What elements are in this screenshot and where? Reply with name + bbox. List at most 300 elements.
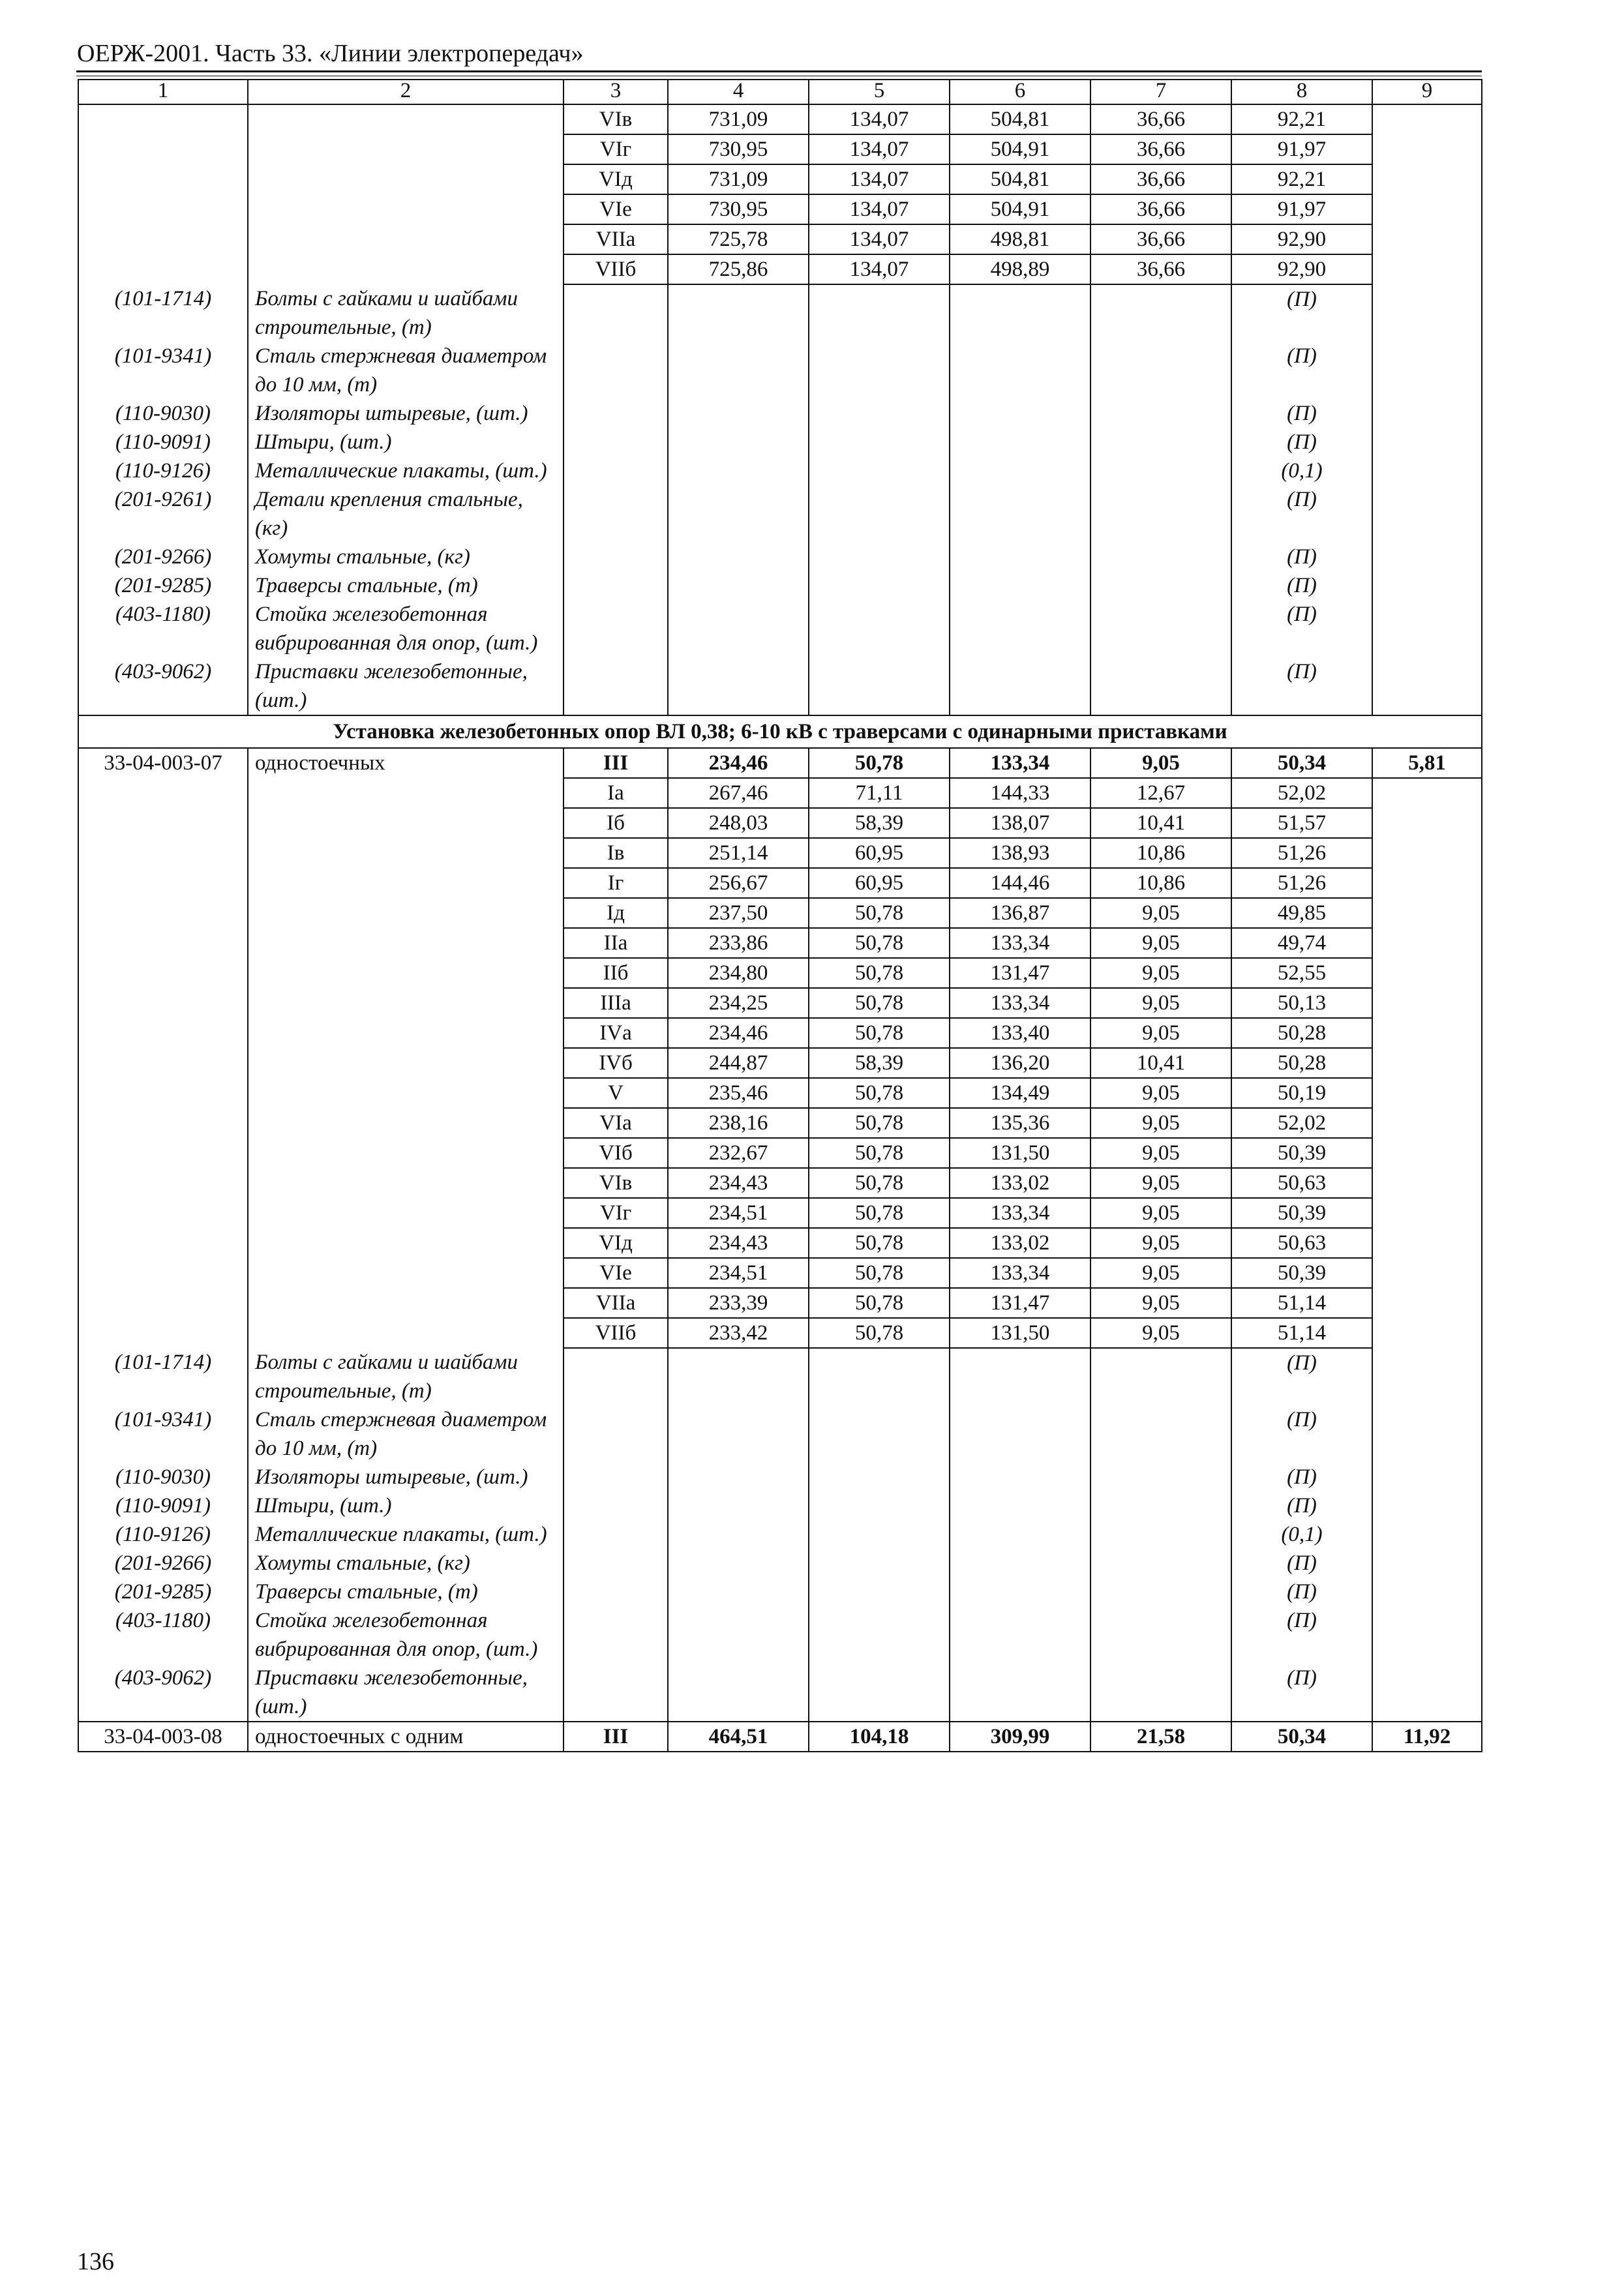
value-c4: 725,86 (668, 254, 809, 284)
empty-cell (1372, 543, 1482, 571)
value-c8: 50,28 (1231, 1048, 1372, 1078)
empty-cell (809, 543, 950, 571)
value-c3: VIе (564, 1258, 668, 1288)
empty-cell (1372, 1198, 1482, 1228)
material-value: (П) (1231, 342, 1372, 399)
material-name: Штыри, (шт.) (248, 428, 564, 456)
value-c7: 9,05 (1090, 988, 1231, 1018)
value-c6: 136,20 (950, 1048, 1090, 1078)
material-row (78, 1664, 1482, 1722)
material-code: (110-9126) (78, 456, 248, 485)
empty-cell (1090, 1463, 1231, 1491)
empty-cell (950, 399, 1090, 428)
material-code: (101-1714) (78, 1348, 248, 1405)
empty-cell (1372, 456, 1482, 485)
empty-cell (809, 1549, 950, 1578)
empty-cell (1372, 1520, 1482, 1549)
value-c3: VIIб (564, 254, 668, 284)
value-c8: 52,02 (1231, 1108, 1372, 1138)
empty-cell (1372, 1348, 1482, 1405)
empty-cell (1090, 1549, 1231, 1578)
material-code: (403-9062) (78, 1664, 248, 1722)
value-c6: 504,91 (950, 194, 1090, 224)
value-c8: 50,13 (1231, 988, 1372, 1018)
empty-cell (950, 1549, 1090, 1578)
empty-cell (950, 543, 1090, 571)
empty-cell (1372, 808, 1482, 838)
column-header-4: 4 (668, 80, 809, 104)
item-name: одностоечных (248, 748, 564, 1348)
empty-cell (809, 1606, 950, 1664)
value-c7: 9,05 (1090, 1078, 1231, 1108)
empty-cell (1372, 1606, 1482, 1664)
value-c4: 234,46 (668, 1018, 809, 1048)
value-c3: Iд (564, 898, 668, 928)
material-value: (0,1) (1231, 1520, 1372, 1549)
column-header-9: 9 (1372, 80, 1482, 104)
material-name: Металлические плакаты, (шт.) (248, 1520, 564, 1549)
value-c4: 234,43 (668, 1228, 809, 1258)
value-c4: 233,86 (668, 928, 809, 958)
value-c5: 50,78 (809, 1138, 950, 1168)
value-c7: 9,05 (1090, 958, 1231, 988)
empty-cell (950, 284, 1090, 342)
empty-cell (1372, 958, 1482, 988)
empty-cell (1372, 399, 1482, 428)
value-c8: 50,19 (1231, 1078, 1372, 1108)
value-c3: III (564, 1722, 668, 1752)
value-c7: 9,05 (1090, 1288, 1231, 1318)
value-c4: 238,16 (668, 1108, 809, 1138)
material-name: Болты с гайками и шайбами строительные, (т) (248, 1348, 564, 1405)
empty-cell (668, 1520, 809, 1549)
material-value: (П) (1231, 1491, 1372, 1520)
material-name: Хомуты стальные, (кг) (248, 1549, 564, 1578)
empty-cell (1372, 1168, 1482, 1198)
value-c6: 138,93 (950, 838, 1090, 868)
value-c6: 134,49 (950, 1078, 1090, 1108)
value-c8: 92,90 (1231, 254, 1372, 284)
empty-cell (1090, 1606, 1231, 1664)
empty-cell (950, 657, 1090, 715)
empty-cell (564, 1520, 668, 1549)
value-c4: 256,67 (668, 868, 809, 898)
material-row (78, 399, 1482, 428)
material-value: (П) (1231, 1549, 1372, 1578)
material-row (78, 600, 1482, 657)
value-c4: 464,51 (668, 1722, 809, 1752)
value-c6: 131,47 (950, 1288, 1090, 1318)
value-c4: 234,25 (668, 988, 809, 1018)
value-c7: 9,05 (1090, 1138, 1231, 1168)
value-c3: IVа (564, 1018, 668, 1048)
value-c4: 234,80 (668, 958, 809, 988)
material-row (78, 1405, 1482, 1463)
material-name: Сталь стержневая диаметром до 10 мм, (т) (248, 342, 564, 399)
empty-cell (1372, 1549, 1482, 1578)
section-title-row (78, 715, 1482, 748)
material-name: Хомуты стальные, (кг) (248, 543, 564, 571)
empty-cell (809, 1463, 950, 1491)
empty-cell (564, 1348, 668, 1405)
empty-cell (668, 1664, 809, 1722)
empty-cell (950, 1606, 1090, 1664)
value-c4: 233,39 (668, 1288, 809, 1318)
value-c7: 9,05 (1090, 928, 1231, 958)
value-c5: 50,78 (809, 1318, 950, 1348)
value-c7: 9,05 (1090, 1258, 1231, 1288)
value-c7: 36,66 (1090, 254, 1231, 284)
material-name: Приставки железобетонные, (шт.) (248, 1664, 564, 1722)
empty-cell (1090, 571, 1231, 600)
empty-cell (1372, 868, 1482, 898)
empty-cell (1090, 399, 1231, 428)
value-c6: 135,36 (950, 1108, 1090, 1138)
empty-cell (1372, 928, 1482, 958)
value-c9: 5,81 (1372, 748, 1482, 778)
column-header-row (78, 80, 1482, 104)
empty-cell (668, 571, 809, 600)
material-row (78, 1606, 1482, 1664)
material-row (78, 428, 1482, 456)
value-c7: 9,05 (1090, 1198, 1231, 1228)
material-name: Изоляторы штыревые, (шт.) (248, 399, 564, 428)
value-c3: VIд (564, 1228, 668, 1258)
value-c4: 267,46 (668, 778, 809, 808)
empty-cell (668, 1463, 809, 1491)
empty-cell (564, 1491, 668, 1520)
empty-cell (1372, 284, 1482, 342)
empty-cell (809, 485, 950, 543)
empty-cell (1090, 456, 1231, 485)
empty-cell (1372, 428, 1482, 456)
empty-cell (809, 1491, 950, 1520)
empty-cell (564, 284, 668, 342)
item-name-cell (248, 104, 564, 284)
material-row (78, 1491, 1482, 1520)
empty-cell (668, 1549, 809, 1578)
material-value: (П) (1231, 571, 1372, 600)
empty-cell (564, 1549, 668, 1578)
empty-cell (564, 485, 668, 543)
empty-cell (1372, 838, 1482, 868)
value-c3: V (564, 1078, 668, 1108)
empty-cell (1372, 1318, 1482, 1348)
material-row (78, 1348, 1482, 1405)
material-value: (П) (1231, 1348, 1372, 1405)
empty-cell (1372, 1228, 1482, 1258)
value-c5: 58,39 (809, 808, 950, 838)
value-c3: IIб (564, 958, 668, 988)
empty-cell (1090, 1405, 1231, 1463)
value-c7: 21,58 (1090, 1722, 1231, 1752)
value-c6: 133,40 (950, 1018, 1090, 1048)
value-c3: IVб (564, 1048, 668, 1078)
value-c7: 9,05 (1090, 1318, 1231, 1348)
value-c4: 730,95 (668, 134, 809, 164)
value-c5: 134,07 (809, 194, 950, 224)
empty-cell (809, 1520, 950, 1549)
material-name: Траверсы стальные, (т) (248, 571, 564, 600)
empty-cell (950, 571, 1090, 600)
column-header-2: 2 (248, 80, 564, 104)
material-value: (П) (1231, 600, 1372, 657)
empty-cell (564, 543, 668, 571)
empty-cell (668, 1405, 809, 1463)
empty-cell (950, 428, 1090, 456)
value-c8: 51,26 (1231, 838, 1372, 868)
value-c5: 50,78 (809, 1258, 950, 1288)
rates-table (78, 79, 1482, 1752)
value-c6: 131,50 (950, 1138, 1090, 1168)
value-c4: 731,09 (668, 104, 809, 134)
material-value: (П) (1231, 485, 1372, 543)
value-c8: 51,14 (1231, 1288, 1372, 1318)
value-c5: 60,95 (809, 868, 950, 898)
empty-cell (809, 657, 950, 715)
value-c7: 9,05 (1090, 1228, 1231, 1258)
value-c4: 237,50 (668, 898, 809, 928)
empty-cell (1372, 342, 1482, 399)
empty-cell (1090, 1491, 1231, 1520)
material-row (78, 284, 1482, 342)
value-c3: VIд (564, 164, 668, 194)
material-value: (П) (1231, 1606, 1372, 1664)
value-c5: 50,78 (809, 1018, 950, 1048)
value-c4: 235,46 (668, 1078, 809, 1108)
empty-cell (1090, 284, 1231, 342)
value-c3: Iа (564, 778, 668, 808)
empty-cell (1372, 1138, 1482, 1168)
value-c5: 134,07 (809, 254, 950, 284)
value-c7: 10,86 (1090, 838, 1231, 868)
value-c3: Iб (564, 808, 668, 838)
material-value: (П) (1231, 428, 1372, 456)
material-code: (101-9341) (78, 1405, 248, 1463)
page-header: ОЕРЖ-2001. Часть 33. «Линии электропередач» (77, 40, 584, 67)
value-c7: 9,05 (1090, 748, 1231, 778)
empty-cell (668, 600, 809, 657)
value-c7: 12,67 (1090, 778, 1231, 808)
empty-cell (950, 1520, 1090, 1549)
empty-cell (950, 1491, 1090, 1520)
value-c3: VIв (564, 104, 668, 134)
value-c7: 9,05 (1090, 1018, 1231, 1048)
value-c5: 50,78 (809, 958, 950, 988)
value-c6: 133,34 (950, 1198, 1090, 1228)
empty-cell (1372, 1048, 1482, 1078)
value-c3: Iв (564, 838, 668, 868)
value-c3: VIг (564, 134, 668, 164)
value-c8: 91,97 (1231, 134, 1372, 164)
empty-cell (809, 1664, 950, 1722)
material-value: (П) (1231, 543, 1372, 571)
value-c9: 11,92 (1372, 1722, 1482, 1752)
empty-cell (950, 1664, 1090, 1722)
empty-cell (668, 1606, 809, 1664)
empty-cell (1372, 1463, 1482, 1491)
empty-cell (950, 342, 1090, 399)
value-c6: 504,81 (950, 104, 1090, 134)
value-c5: 134,07 (809, 224, 950, 254)
value-c7: 36,66 (1090, 104, 1231, 134)
value-c7: 9,05 (1090, 898, 1231, 928)
empty-cell (564, 657, 668, 715)
value-c3: VIг (564, 1198, 668, 1228)
column-header-1: 1 (78, 80, 248, 104)
material-code: (201-9285) (78, 571, 248, 600)
material-code: (110-9091) (78, 1491, 248, 1520)
empty-cell (668, 428, 809, 456)
item-code-cell (78, 104, 248, 284)
material-code: (101-1714) (78, 284, 248, 342)
material-value: (П) (1231, 1463, 1372, 1491)
empty-cell (809, 399, 950, 428)
value-c5: 50,78 (809, 928, 950, 958)
value-c4: 244,87 (668, 1048, 809, 1078)
value-c5: 50,78 (809, 1108, 950, 1138)
material-row (78, 456, 1482, 485)
empty-cell (809, 600, 950, 657)
empty-cell (1372, 1491, 1482, 1520)
value-c5: 50,78 (809, 1168, 950, 1198)
empty-cell (1372, 571, 1482, 600)
value-c3: IIIа (564, 988, 668, 1018)
empty-cell (564, 600, 668, 657)
value-c5: 134,07 (809, 134, 950, 164)
value-c8: 92,90 (1231, 224, 1372, 254)
value-c7: 36,66 (1090, 134, 1231, 164)
empty-cell (1372, 1108, 1482, 1138)
value-c9 (1372, 104, 1482, 284)
empty-cell (564, 1578, 668, 1606)
empty-cell (1090, 428, 1231, 456)
value-c5: 104,18 (809, 1722, 950, 1752)
value-c3: VIе (564, 194, 668, 224)
value-c7: 9,05 (1090, 1168, 1231, 1198)
material-value: (П) (1231, 1578, 1372, 1606)
value-c8: 52,55 (1231, 958, 1372, 988)
column-header-8: 8 (1231, 80, 1372, 104)
material-name: Стойка железобетонная вибрированная для опор, (шт.) (248, 1606, 564, 1664)
value-c8: 92,21 (1231, 164, 1372, 194)
value-c8: 49,74 (1231, 928, 1372, 958)
value-c8: 51,57 (1231, 808, 1372, 838)
material-name: Сталь стержневая диаметром до 10 мм, (т) (248, 1405, 564, 1463)
item-name: одностоечных с одним (248, 1722, 564, 1752)
material-value: (0,1) (1231, 456, 1372, 485)
value-c4: 232,67 (668, 1138, 809, 1168)
value-c8: 52,02 (1231, 778, 1372, 808)
material-name: Детали крепления стальные, (кг) (248, 485, 564, 543)
value-c6: 133,34 (950, 988, 1090, 1018)
value-c5: 60,95 (809, 838, 950, 868)
material-row (78, 657, 1482, 715)
empty-cell (668, 543, 809, 571)
value-c7: 9,05 (1090, 1108, 1231, 1138)
material-code: (110-9126) (78, 1520, 248, 1549)
empty-cell (1372, 898, 1482, 928)
value-c5: 50,78 (809, 1288, 950, 1318)
material-code: (110-9091) (78, 428, 248, 456)
page-number: 136 (77, 2248, 114, 2275)
empty-cell (809, 456, 950, 485)
value-c4: 234,43 (668, 1168, 809, 1198)
empty-cell (1372, 1664, 1482, 1722)
empty-cell (668, 1491, 809, 1520)
value-c6: 498,81 (950, 224, 1090, 254)
value-c8: 51,14 (1231, 1318, 1372, 1348)
empty-cell (809, 284, 950, 342)
value-c6: 144,33 (950, 778, 1090, 808)
empty-cell (809, 1405, 950, 1463)
empty-cell (809, 1348, 950, 1405)
value-c4: 234,46 (668, 748, 809, 778)
empty-cell (1372, 657, 1482, 715)
value-c6: 131,47 (950, 958, 1090, 988)
material-name: Металлические плакаты, (шт.) (248, 456, 564, 485)
empty-cell (809, 1578, 950, 1606)
empty-cell (1372, 1078, 1482, 1108)
material-row (78, 342, 1482, 399)
empty-cell (1090, 1578, 1231, 1606)
empty-cell (1372, 1258, 1482, 1288)
value-c7: 10,86 (1090, 868, 1231, 898)
value-c3: III (564, 748, 668, 778)
value-c5: 134,07 (809, 164, 950, 194)
empty-cell (1372, 1405, 1482, 1463)
empty-cell (950, 1405, 1090, 1463)
table-row (78, 748, 1482, 778)
empty-cell (564, 399, 668, 428)
value-c6: 133,34 (950, 748, 1090, 778)
value-c5: 50,78 (809, 1198, 950, 1228)
value-c8: 50,39 (1231, 1138, 1372, 1168)
value-c5: 50,78 (809, 748, 950, 778)
value-c6: 133,34 (950, 928, 1090, 958)
material-code: (110-9030) (78, 1463, 248, 1491)
value-c8: 50,39 (1231, 1258, 1372, 1288)
table-row (78, 1722, 1482, 1752)
value-c3: VIIа (564, 1288, 668, 1318)
empty-cell (1090, 1664, 1231, 1722)
empty-cell (668, 456, 809, 485)
value-c7: 36,66 (1090, 164, 1231, 194)
empty-cell (1372, 600, 1482, 657)
empty-cell (1372, 1578, 1482, 1606)
empty-cell (950, 600, 1090, 657)
empty-cell (564, 456, 668, 485)
material-code: (403-9062) (78, 657, 248, 715)
material-row (78, 1549, 1482, 1578)
value-c8: 50,34 (1231, 748, 1372, 778)
material-name: Траверсы стальные, (т) (248, 1578, 564, 1606)
material-code: (201-9266) (78, 543, 248, 571)
empty-cell (564, 342, 668, 399)
material-name: Приставки железобетонные, (шт.) (248, 657, 564, 715)
column-header-7: 7 (1090, 80, 1231, 104)
empty-cell (564, 1463, 668, 1491)
value-c4: 730,95 (668, 194, 809, 224)
value-c8: 49,85 (1231, 898, 1372, 928)
empty-cell (1090, 1348, 1231, 1405)
material-value: (П) (1231, 657, 1372, 715)
value-c3: VIIб (564, 1318, 668, 1348)
empty-cell (1372, 1288, 1482, 1318)
value-c7: 36,66 (1090, 224, 1231, 254)
empty-cell (1372, 1018, 1482, 1048)
value-c5: 134,07 (809, 104, 950, 134)
